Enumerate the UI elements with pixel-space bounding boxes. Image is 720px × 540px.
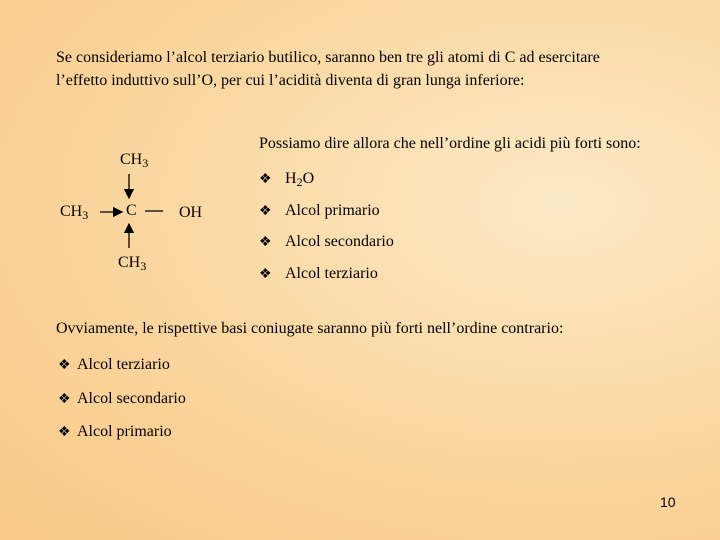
diamond-bullet-icon: ❖ — [58, 358, 71, 373]
diamond-bullet-icon: ❖ — [259, 172, 272, 187]
intro-line-1: Se consideriamo l’alcol terziario butilico, saranno ben tre gli atomi di C ad esercitare — [56, 49, 600, 66]
diamond-bullet-icon: ❖ — [259, 203, 272, 219]
base-order-heading: Ovviamente, le rispettive basi coniugate saranno più forti nell’ordine contrario: — [56, 320, 564, 337]
bottom-methyl-group: $CH_3$ — [118, 254, 147, 273]
acid-order-heading: Possiamo dire allora che nell’ordine gli acidi più forti sono: — [259, 135, 641, 152]
hydroxyl-group: OH — [179, 204, 203, 221]
list-item: ❖ Alcol secondario — [58, 387, 186, 421]
list-item: ❖ Alcol primario — [58, 420, 186, 454]
list-item: ❖ $H_2O$ — [259, 167, 394, 199]
list-item: ❖ Alcol primario — [259, 199, 394, 231]
top-methyl-group: $CH_3$ — [120, 151, 149, 170]
list-item: ❖ Alcol terziario — [259, 262, 394, 294]
list-item: ❖ Alcol terziario — [58, 353, 186, 387]
diamond-bullet-icon: ❖ — [259, 235, 272, 250]
diamond-bullet-icon: ❖ — [259, 266, 272, 282]
intro-line-2: l’effetto induttivo sull’O, per cui l’acidità diventa di gran lunga inferiore: — [56, 72, 525, 89]
acid-strength-list — [259, 167, 394, 293]
base-strength-list — [58, 353, 186, 454]
list-item: ❖ Alcol secondario — [259, 230, 394, 262]
page-number: 10 — [660, 494, 676, 510]
diamond-bullet-icon: ❖ — [58, 425, 71, 440]
central-carbon: C — [126, 202, 137, 219]
left-methyl-group: $CH_3$ — [60, 203, 89, 222]
diamond-bullet-icon: ❖ — [58, 391, 71, 407]
